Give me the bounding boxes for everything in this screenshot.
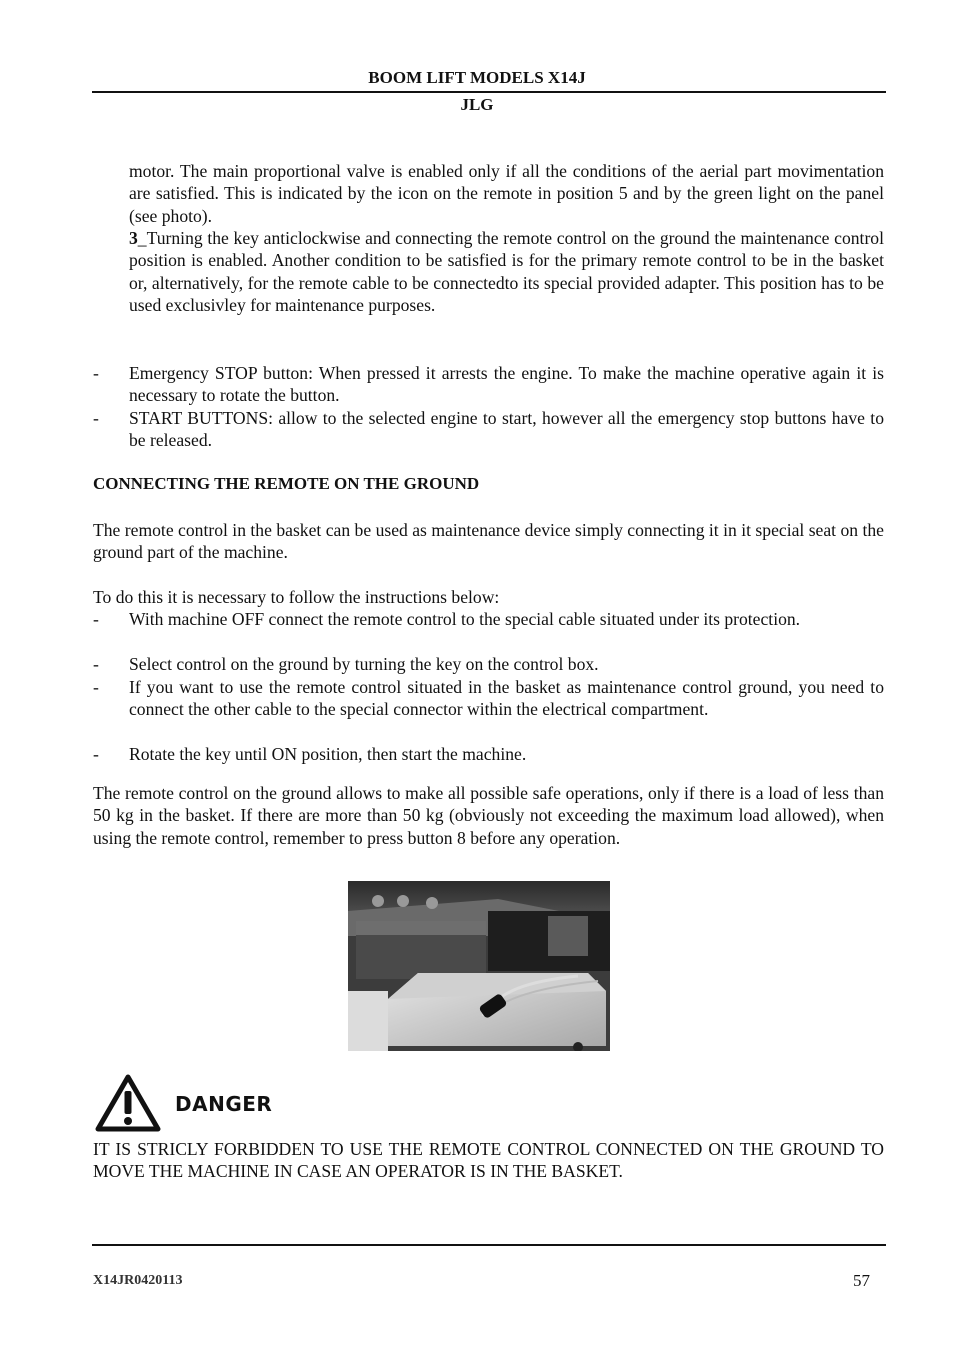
dash-marker: - <box>93 609 99 629</box>
bullet-text: Emergency STOP button: When pressed it arrests the engine. To make the machine operative again it is necessary to rotate the button. <box>129 363 884 406</box>
dash-marker: - <box>93 408 99 428</box>
danger-warning-icon <box>95 1074 161 1132</box>
dash-marker: - <box>93 677 99 697</box>
page-number: 57 <box>853 1271 870 1290</box>
step-text: Select control on the ground by turning the key on the control box. <box>129 654 599 674</box>
paragraph-key-text: _Turning the key anticlockwise and connecting the remote control on the ground the maintenance control position is enabled. Another condition to be satisfied is for the primary remote control to be in the basket or, alternatively, for the remote cable to be connectedto its special provided adapter. This position has to be used exclusivley for maintenance purposes. <box>129 228 884 316</box>
step-text: If you want to use the remote control situated in the basket as maintenance control ground, you need to connect the other cable to the special connector within the electrical compartment. <box>129 677 884 720</box>
paragraph-load-limit: The remote control on the ground allows to make all possible safe operations, only if there is a load of less than 50 kg in the basket. If there are more than 50 kg (obviously not exceeding the maximum load allowed), when using the remote control, remember to press button 8 before any operation. <box>93 783 884 848</box>
list-item-step-3 <box>93 676 884 721</box>
paragraph-key-anticlockwise <box>129 227 884 317</box>
machine-connector-photo <box>348 881 610 1051</box>
running-header-brand: JLG <box>460 95 494 114</box>
dash-marker: - <box>93 744 99 764</box>
bullet-emergency-stop <box>93 362 884 407</box>
danger-text: IT IS STRICLY FORBIDDEN TO USE THE REMOTE CONTROL CONNECTED ON THE GROUND TO MOVE THE MACHINE IN CASE AN OPERATOR IS IN THE BASKET. <box>93 1139 884 1182</box>
step-text: With machine OFF connect the remote control to the special cable situated under its protection. <box>129 609 801 629</box>
step-number: 3 <box>129 228 138 248</box>
list-item-step-4 <box>93 743 884 765</box>
list-item-step-2 <box>93 653 884 675</box>
danger-label: DANGER <box>175 1092 273 1116</box>
footer-rule <box>92 1244 886 1246</box>
running-header-title: BOOM LIFT MODELS X14J <box>368 68 586 87</box>
paragraph-lead: To do this it is necessary to follow the instructions below: <box>93 587 500 607</box>
section-heading: CONNECTING THE REMOTE ON THE GROUND <box>93 474 480 493</box>
header-rule <box>92 91 886 93</box>
step-text: Rotate the key until ON position, then start the machine. <box>129 744 527 764</box>
document-code: X14JR0420113 <box>93 1273 183 1288</box>
dash-marker: - <box>93 654 99 674</box>
list-item-step-1 <box>93 608 884 630</box>
bullet-text: START BUTTONS: allow to the selected engine to start, however all the emergency stop buttons have to be released. <box>129 408 884 451</box>
paragraph-intro: The remote control in the basket can be used as maintenance device simply connecting it in it special seat on the ground part of the machine. <box>93 520 884 563</box>
dash-marker: - <box>93 363 99 383</box>
bullet-start-buttons <box>93 407 884 452</box>
paragraph-motor: motor. The main proportional valve is enabled only if all the conditions of the aerial part movimentation are satisfied. This is indicated by the icon on the remote in position 5 and by the green light on the panel (see photo). <box>129 161 884 226</box>
